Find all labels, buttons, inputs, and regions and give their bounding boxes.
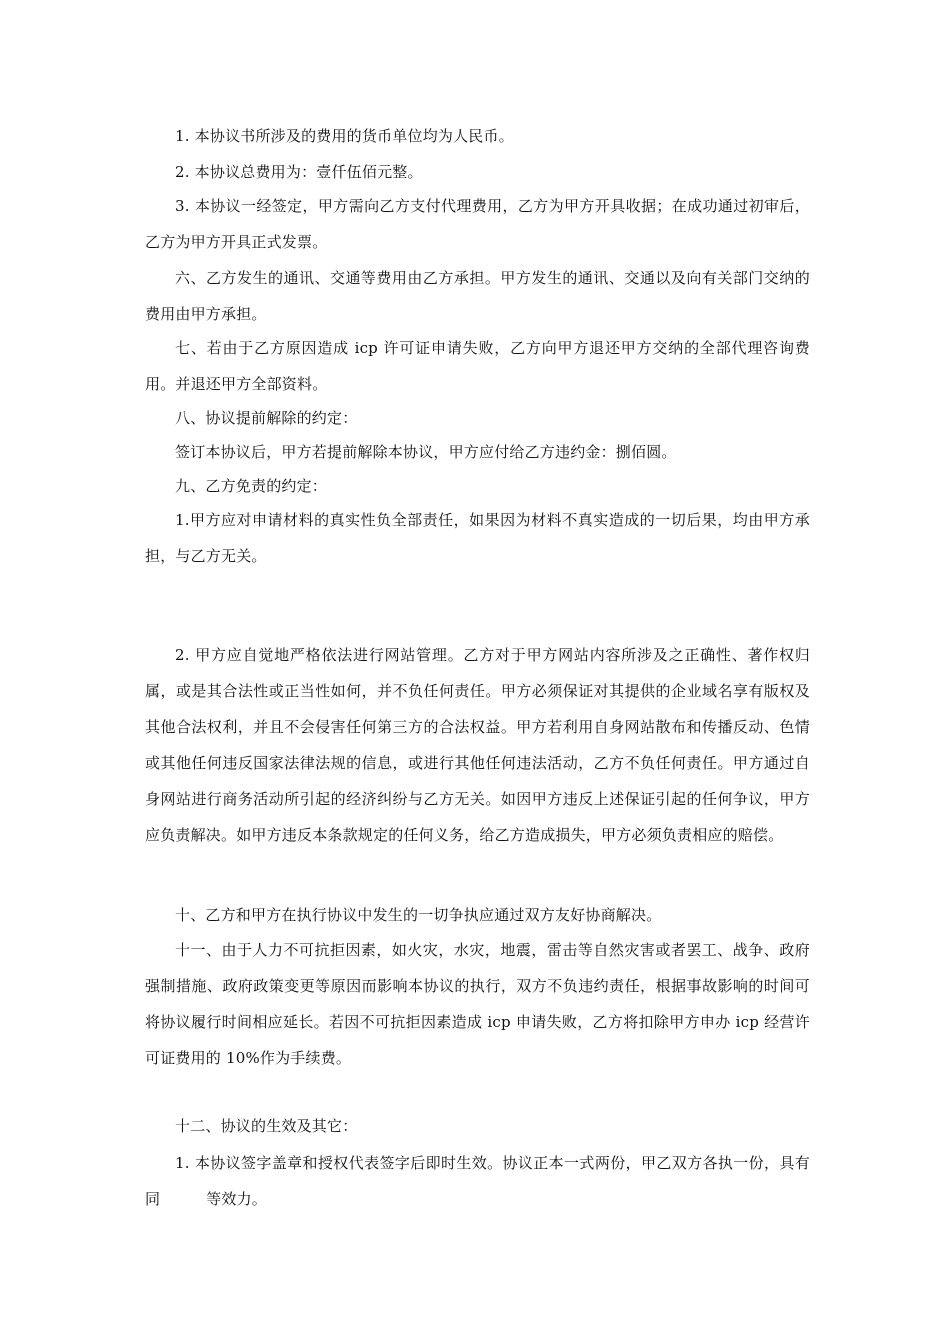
effectiveness-text-part-1: 1. 本协议签字盖章和授权代表签字后即时生效。协议正本一式两份，甲乙双方各执一份，具有同 bbox=[145, 1154, 810, 1208]
paragraph-clause-11: 十一、由于人力不可抗拒因素，如火灾，水灾，地震，雷击等自然灾害或者罢工、战争、政府强制措施、政府政策变更等原因而影响本协议的执行，双方不负违约责任，根据事故影响的时间可将协议履行时间相应延长。若因不可抗拒因素造成 icp 申请失败，乙方将扣除甲方申办 icp 经营许可证费用的 10%作为手续费。 bbox=[145, 941, 810, 1067]
paragraph-clause-8-heading: 八、协议提前解除的约定： bbox=[175, 409, 358, 427]
paragraph-total-fee: 2. 本协议总费用为：壹仟伍佰元整。 bbox=[175, 163, 423, 181]
paragraph-effectiveness bbox=[145, 1145, 810, 1217]
paragraph-disclaimer-1: 1.甲方应对申请材料的真实性负全部责任，如果因为材料不真实造成的一切后果，均由甲方承担，与乙方无关。 bbox=[145, 511, 810, 565]
paragraph-clause-6: 六、乙方发生的通讯、交通等费用由乙方承担。甲方发生的通讯、交通以及向有关部门交纳的费用由甲方承担。 bbox=[145, 269, 810, 323]
paragraph-clause-9-heading: 九、乙方免责的约定： bbox=[175, 477, 328, 495]
paragraph-termination: 签订本协议后，甲方若提前解除本协议，甲方应付给乙方违约金：捌佰圆。 bbox=[175, 443, 677, 461]
effectiveness-text-part-2: 等效力。 bbox=[206, 1190, 268, 1208]
paragraph-clause-10: 十、乙方和甲方在执行协议中发生的一切争执应通过双方友好协商解决。 bbox=[175, 906, 662, 924]
paragraph-disclaimer-2: 2. 甲方应自觉地严格依法进行网站管理。乙方对于甲方网站内容所涉及之正确性、著作权归属，或是其合法性或正当性如何，并不负任何责任。甲方必须保证对其提供的企业域名享有版权及其他合法权利，并且不会侵害任何第三方的合法权益。甲方若利用自身网站散布和传播反动、色情或其他任何违反国家法律法规的信息，或进行其他任何违法活动，乙方不负任何责任。甲方通过自身网站进行商务活动所引起的经济纠纷与乙方无关。如因甲方违反上述保证引起的任何争议，甲方应负责解决。如甲方违反本条款规定的任何义务，给乙方造成损失，甲方必须负责相应的赔偿。 bbox=[145, 646, 810, 844]
paragraph-clause-7: 七、若由于乙方原因造成 icp 许可证申请失败，乙方向甲方退还甲方交纳的全部代理咨询费用。并退还甲方全部资料。 bbox=[145, 339, 810, 393]
paragraph-currency: 1. 本协议书所涉及的费用的货币单位均为人民币。 bbox=[175, 127, 514, 145]
paragraph-payment: 3. 本协议一经签定，甲方需向乙方支付代理费用，乙方为甲方开具收据；在成功通过初审后，乙方为甲方开具正式发票。 bbox=[145, 197, 810, 251]
paragraph-clause-12-heading: 十二、协议的生效及其它： bbox=[175, 1117, 358, 1135]
